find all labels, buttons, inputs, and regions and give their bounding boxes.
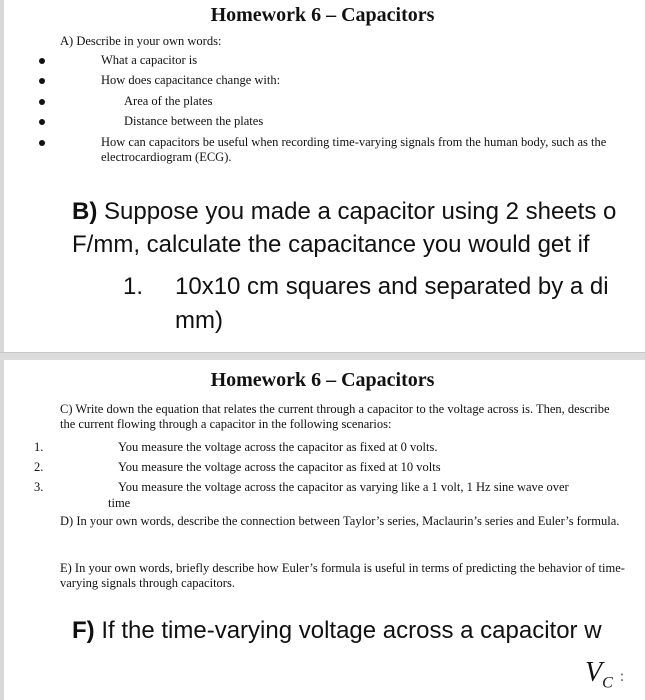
section-b-line-1 (72, 198, 616, 226)
section-f (72, 617, 602, 645)
section-e: E) In your own words, briefly describe how Euler’s formula is useful in terms of predicting the behavior of time-varying signals through capacitors. (60, 561, 625, 590)
section-b-label: B) (72, 198, 98, 225)
page-2 (0, 360, 645, 700)
bullet-icon (39, 140, 45, 146)
page-edge (0, 360, 4, 700)
section-d: D) In your own words, describe the connection between Taylor’s series, Maclaurin’s series and Euler’s formula. (60, 514, 620, 528)
section-a-heading: A) Describe in your own words: (60, 34, 222, 48)
equation-rest: : (619, 668, 625, 685)
list-number-1: 1. (34, 440, 44, 454)
section-c-item-3-cont: time (108, 496, 131, 510)
section-c-item-1: You measure the voltage across the capacitor as fixed at 0 volts. (118, 440, 438, 454)
section-b-text-1: Suppose you made a capacitor using 2 sheets o (104, 198, 617, 225)
page-edge (0, 0, 4, 356)
bullet-icon (39, 99, 45, 105)
section-f-text: If the time-varying voltage across a capacitor w (101, 617, 602, 644)
page-1-title: Homework 6 – Capacitors (210, 4, 435, 26)
section-f-label: F) (72, 617, 95, 644)
section-a-item-2: How does capacitance change with: (101, 73, 281, 87)
section-b-item-1: 10x10 cm squares and separated by a di (175, 273, 609, 300)
section-a-item-4: Distance between the plates (124, 114, 264, 128)
section-a-item-3: Area of the plates (124, 94, 213, 108)
equation-vc (585, 657, 624, 693)
bullet-icon (39, 119, 45, 125)
section-c-item-3: You measure the voltage across the capacitor as varying like a 1 volt, 1 Hz sine wave over (118, 480, 569, 494)
page-2-title: Homework 6 – Capacitors (210, 369, 435, 391)
bullet-icon (39, 78, 45, 84)
equation-var: V (585, 657, 603, 688)
section-b-item-number: 1. (123, 273, 144, 300)
equation-sub: C (602, 674, 613, 692)
section-b-line-2: F/mm, calculate the capacitance you would get if (72, 231, 590, 258)
section-c-item-2: You measure the voltage across the capacitor as fixed at 10 volts (118, 460, 441, 474)
section-a-item-1: What a capacitor is (101, 53, 198, 67)
section-a-item-5: How can capacitors be useful when recording time-varying signals from the human body, such as the electrocardiogram (ECG). (101, 135, 607, 164)
list-number-2: 2. (34, 460, 44, 474)
bullet-icon (39, 58, 45, 64)
section-c-heading: C) Write down the equation that relates the current through a capacitor to the voltage across is. Then, describe the current flowing through a capacitor in the following scenarios: (60, 402, 610, 431)
list-number-3: 3. (34, 480, 44, 494)
section-b-cut-line: mm) (175, 307, 223, 334)
